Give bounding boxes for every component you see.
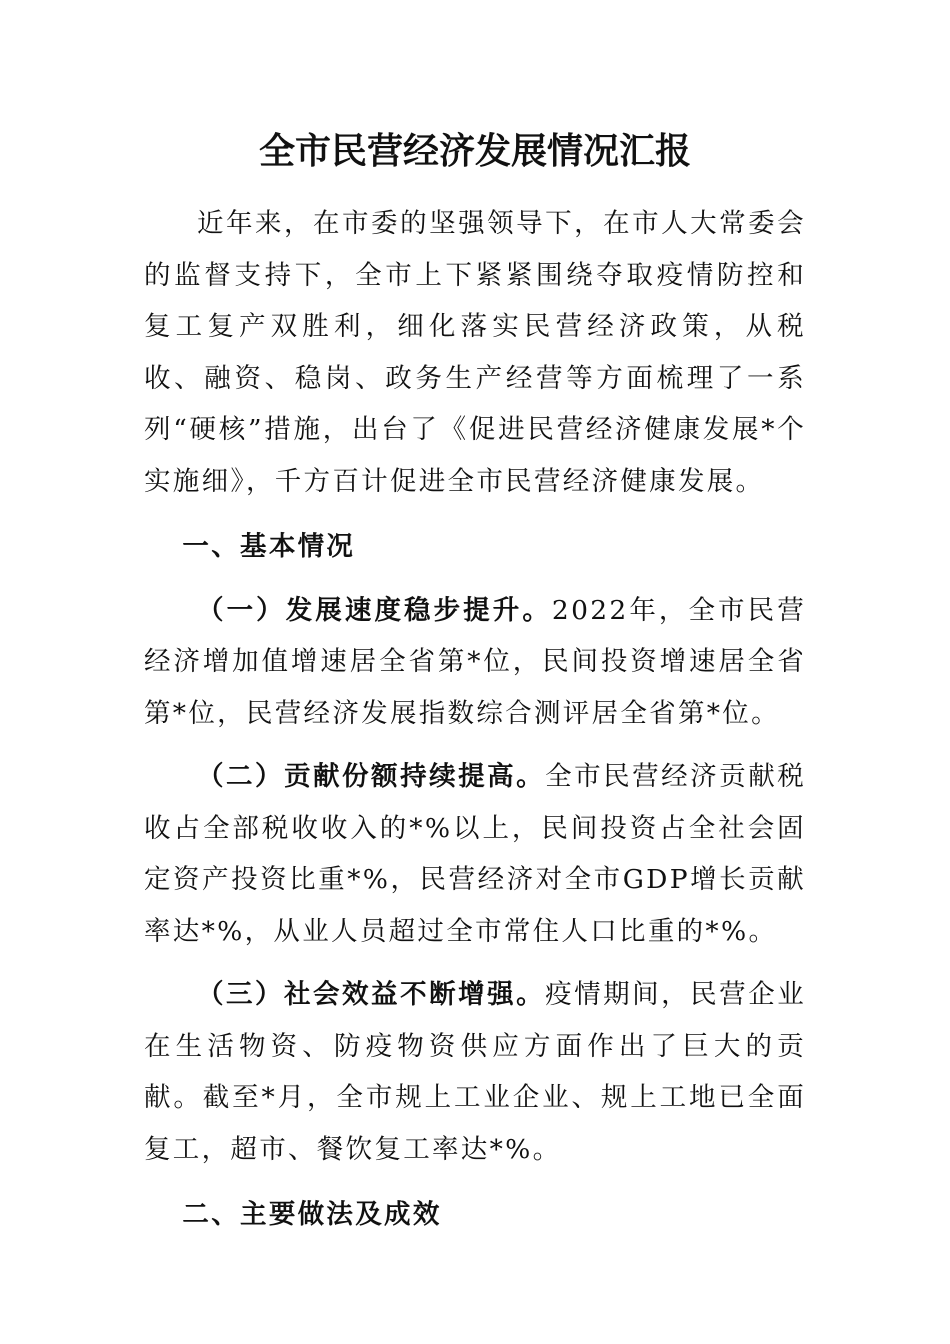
- document-body: [144, 198, 806, 1241]
- basic-situation-item-2: [144, 751, 806, 957]
- item-2-lead: （二）贡献份额持续提高。: [197, 761, 546, 792]
- intro-paragraph: 近年来，在市委的坚强领导下，在市人大常委会的监督支持下，全市上下紧紧围绕夺取疫情防控和复工复产双胜利，细化落实民营经济政策，从税收、融资、稳岗、政务生产经营等方面梳理了一系列“硬核”措施，出台了《促进民营经济健康发展*个实施细》，千方百计促进全市民营经济健康发展。: [144, 208, 806, 497]
- item-2-text: 全市民营经济贡献税收占全部税收收入的*%以上，民间投资占全社会固定资产投资比重*%，民营经济对全市GDP增长贡献率达*%，从业人员超过全市常住人口比重的*%。: [144, 761, 806, 947]
- document-title: 全市民营经济发展情况汇报: [258, 130, 691, 172]
- item-3-text: 疫情期间，民营企业在生活物资、防疫物资供应方面作出了巨大的贡献。截至*月，全市规上工业企业、规上工地已全面复工，超市、餐饮复工率达*%。: [144, 979, 806, 1165]
- basic-situation-item-1: [144, 585, 806, 740]
- section-heading-basic-situation: 一、基本情况: [182, 531, 356, 562]
- item-3-lead: （三）社会效益不断增强。: [197, 979, 546, 1010]
- item-1-lead: （一）发展速度稳步提升。: [197, 594, 552, 626]
- item-1-text: 2022年，全市民营经济增加值增速居全省第*位，民间投资增速居全省第*位，民营经济发展指数综合测评居全省第*位。: [144, 594, 806, 729]
- section-heading-main-practices: 二、主要做法及成效: [182, 1199, 442, 1230]
- basic-situation-item-3: [144, 969, 806, 1175]
